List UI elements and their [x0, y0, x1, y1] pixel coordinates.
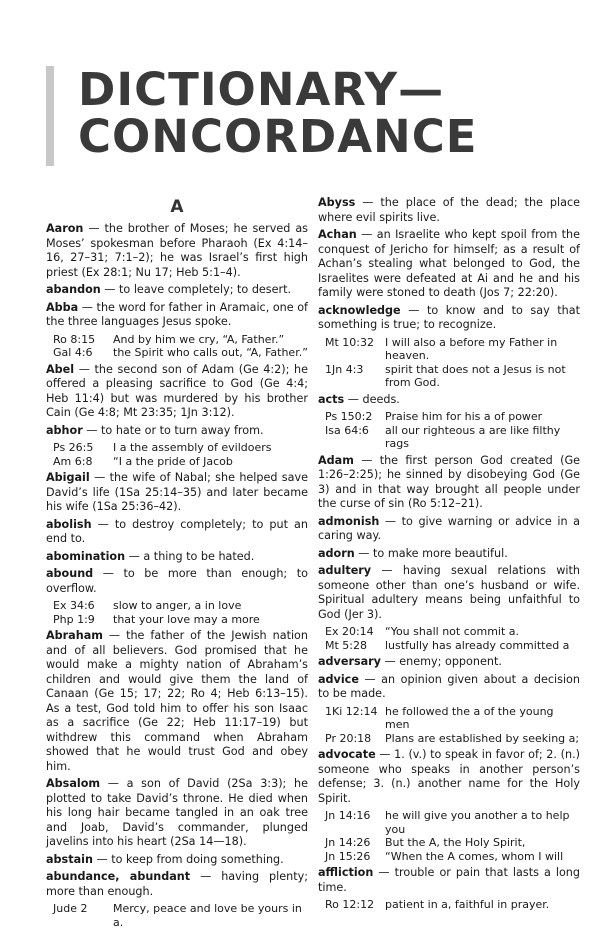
entry-definition: — to give warning or advice in a caring way. — [318, 514, 580, 542]
reference-citation: Isa 64:6 — [325, 423, 369, 437]
right-column — [318, 196, 580, 915]
entry-definition: — an Israelite who kept spoil from the conquest of Jericho for himself; as a result of Achan’s stealing what belonged to God, the Israelites were defeated at Ai and he and his family were stoned to death (Jos 7; 22:20). — [318, 228, 580, 299]
reference-text: “You shall not commit a. — [385, 625, 520, 638]
scripture-references — [318, 336, 580, 390]
dictionary-entry — [318, 393, 580, 408]
reference-citation: Mt 10:32 — [325, 335, 375, 349]
entry-definition: — having sexual relations with someone other than one’s husband or wife. Spiritual adultery means being unfaithful to God (Jer 3). — [318, 564, 580, 621]
reference-text: lustfully has already committed a — [385, 638, 570, 652]
title-accent-bar — [46, 66, 54, 166]
entry-headword: abomination — [46, 549, 126, 563]
reference-text: the Spirit who calls out, “A, Father.” — [113, 346, 308, 359]
dictionary-entry — [46, 777, 308, 850]
reference-row — [46, 613, 260, 627]
reference-row — [318, 898, 549, 912]
reference-row — [46, 455, 271, 469]
reference-text: that your love may a more — [113, 612, 260, 626]
reference-row — [46, 441, 271, 455]
reference-citation: Php 1:9 — [53, 612, 95, 626]
reference-citation: 1Ki 12:14 — [325, 704, 378, 718]
scripture-references — [318, 705, 580, 746]
page-title — [78, 63, 478, 163]
reference-text: I will also a before my Father in heaven. — [385, 335, 558, 362]
reference-text: Plans are established by seeking a; — [385, 731, 580, 745]
entry-definition: — an opinion given about a decision to be made. — [318, 672, 580, 700]
dictionary-entry — [46, 222, 308, 280]
reference-citation: Ex 20:14 — [325, 625, 374, 638]
dictionary-entry — [46, 363, 308, 421]
reference-citation: Jude 2 — [53, 902, 88, 915]
reference-citation: Jn 15:26 — [325, 849, 371, 863]
title-line-2: CONCORDANCE — [78, 110, 478, 163]
reference-text: he followed the a of the young men — [385, 704, 554, 731]
reference-text: slow to anger, a in love — [113, 599, 242, 612]
scripture-references — [46, 599, 260, 626]
dictionary-entry — [46, 567, 308, 596]
entry-headword: Abel — [46, 362, 75, 376]
dictionary-entry — [318, 304, 580, 333]
entry-definition: — to leave completely; to desert. — [100, 283, 292, 296]
reference-row — [318, 732, 580, 746]
reference-row — [46, 599, 260, 613]
reference-citation: Pr 20:18 — [325, 731, 372, 745]
reference-text: And by him we cry, “A, Father.” — [113, 332, 285, 346]
reference-citation: Jn 14:26 — [325, 836, 371, 849]
entry-headword: adversary — [318, 655, 381, 668]
entry-definition: — to be more than enough; to overflow. — [46, 567, 308, 595]
entry-definition: — having plenty; more than enough. — [46, 870, 308, 898]
dictionary-entry — [318, 547, 580, 562]
dictionary-entry — [46, 629, 308, 774]
dictionary-entry — [46, 283, 308, 298]
entry-headword: abundance, abundant — [46, 870, 191, 883]
entry-headword: Abba — [46, 300, 79, 314]
entry-definition: — the father of the Jewish nation and of all believers. God promised that he would make a mighty nation of Abraham’s children and would give them the land of Canaan (Ge 15; 17; 22; Ro 4; Heb 6:13–15). As a test, God told him to offer his son Isaac as a sacrifice (Ge 22; Heb 11:17–19) but withdrew this command when Abraham showed that he would trust God and obey him. — [46, 629, 308, 773]
reference-text: I a the assembly of evildoers — [113, 441, 272, 454]
reference-citation: Ps 150:2 — [325, 410, 373, 423]
reference-row — [46, 902, 308, 929]
reference-text: “I a the pride of Jacob — [113, 454, 233, 468]
reference-row — [318, 850, 580, 864]
entry-headword: abound — [46, 567, 94, 580]
dictionary-entry — [46, 550, 308, 565]
reference-row — [318, 363, 580, 390]
entry-definition: — the word for father in Aramaic, one of the three languages Jesus spoke. — [46, 300, 308, 328]
entry-headword: abstain — [46, 852, 93, 866]
scripture-references — [318, 809, 580, 863]
reference-row — [318, 639, 569, 653]
dictionary-entry — [318, 564, 580, 622]
entry-definition: — to keep from doing something. — [92, 852, 284, 866]
reference-row — [318, 705, 580, 732]
dictionary-entry — [46, 301, 308, 330]
scripture-references — [318, 898, 549, 912]
reference-citation: Am 6:8 — [53, 454, 93, 468]
entry-headword: adultery — [318, 564, 372, 577]
entry-headword: advice — [318, 672, 359, 686]
dictionary-entry — [46, 853, 308, 868]
reference-text: Mercy, peace and love be yours in a. — [113, 902, 302, 929]
entry-headword: abolish — [46, 517, 92, 531]
left-column — [46, 196, 308, 932]
dictionary-entry — [46, 870, 308, 899]
dictionary-entry — [318, 196, 580, 225]
dictionary-entry — [318, 673, 580, 702]
reference-citation: Gal 4:6 — [53, 346, 93, 359]
reference-row — [318, 410, 580, 424]
scripture-references — [46, 333, 308, 360]
entry-headword: Abyss — [318, 196, 356, 209]
reference-citation: Mt 5:28 — [325, 638, 368, 652]
reference-citation: Ps 26:5 — [53, 441, 94, 454]
entry-headword: affliction — [318, 866, 374, 879]
entry-definition: — to know and to say that something is true; to recognize. — [318, 303, 580, 331]
entry-definition: — 1. (v.) to speak in favor of; 2. (n.) someone who speaks in another person’s defense; 3. (n.) another name for the Holy Spirit. — [318, 748, 580, 805]
scripture-references — [46, 441, 271, 468]
entry-definition: — to destroy completely; to put an end to. — [46, 517, 308, 545]
entry-definition: — the first person God created (Ge 1:26–2:25); he sinned by disobeying God (Ge 3) and in that way brought all people under the curse of sin (Ro 5:12–21). — [318, 453, 580, 510]
entry-definition: — a thing to be hated. — [125, 549, 255, 563]
entry-definition: — a son of David (2Sa 3:3); he plotted to take David’s throne. He died when his long hair became tangled in an oak tree and Joab, David’s commander, plunged javelins into his heart (2Sa 14—18). — [46, 777, 308, 848]
reference-citation: Ro 8:15 — [53, 332, 96, 346]
reference-text: spirit that does not a Jesus is not from God. — [385, 362, 566, 389]
entry-headword: acknowledge — [318, 303, 401, 317]
dictionary-entry — [318, 454, 580, 512]
reference-text: he will give you another a to help you — [385, 809, 570, 836]
reference-citation: Ro 12:12 — [325, 898, 375, 911]
title-line-1: DICTIONARY— — [78, 63, 445, 116]
reference-row — [318, 809, 580, 836]
reference-row — [318, 836, 580, 850]
entry-definition: — the place of the dead; the place where evil spirits live. — [318, 196, 580, 224]
left-entries — [46, 222, 308, 929]
entry-definition: — to hate or to turn away from. — [82, 423, 264, 437]
scripture-references — [318, 625, 569, 652]
entry-definition: — trouble or pain that lasts a long time. — [318, 866, 580, 894]
entry-definition: — the wife of Nabal; she helped save David’s life (1Sa 25:14–35) and later became his wife (1Sa 25:36–42). — [46, 471, 308, 513]
entry-headword: abandon — [46, 283, 101, 296]
dictionary-entry — [318, 748, 580, 806]
dictionary-entry — [46, 518, 308, 547]
dictionary-entry — [46, 471, 308, 515]
section-letter: A — [170, 197, 184, 217]
dictionary-entry — [46, 424, 308, 439]
dictionary-entry — [318, 515, 580, 544]
scripture-references — [318, 410, 580, 451]
reference-row — [318, 424, 580, 451]
reference-row — [46, 346, 308, 360]
entry-headword: acts — [318, 392, 345, 406]
reference-text: patient in a, faithful in prayer. — [385, 898, 550, 911]
reference-citation: Jn 14:16 — [325, 809, 371, 822]
entry-headword: abhor — [46, 423, 83, 437]
entry-definition: — the second son of Adam (Ge 4:2); he offered a pleasing sacrifice to God (Ge 4:4; Heb 11:4) but was murdered by his brother Cain (Ge 4:8; Mt 23:35; 1Jn 3:12). — [46, 362, 308, 419]
entry-definition: — the brother of Moses; he served as Moses’ spokesman before Pharaoh (Ex 4:14–16, 27–31; 7:1–2); he was Israel’s first high priest (Ex 28:1; Nu 17; Heb 5:1–4). — [46, 222, 308, 279]
reference-row — [318, 625, 569, 639]
reference-text: all our righteous a are like filthy rags — [385, 423, 561, 450]
entry-headword: Absalom — [46, 777, 101, 790]
entry-headword: Adam — [318, 453, 354, 467]
dictionary-entry — [318, 228, 580, 301]
reference-citation: Ex 34:6 — [53, 599, 95, 612]
entry-headword: advocate — [318, 748, 376, 761]
entry-headword: admonish — [318, 514, 380, 528]
reference-text: “When the A comes, whom I will — [385, 849, 564, 863]
entry-headword: Abigail — [46, 471, 90, 484]
reference-row — [318, 336, 580, 363]
entry-headword: adorn — [318, 546, 355, 560]
reference-text: But the A, the Holy Spirit, — [385, 836, 526, 849]
entry-headword: Achan — [318, 228, 357, 241]
entry-definition: — enemy; opponent. — [380, 655, 502, 668]
dictionary-entry — [318, 866, 580, 895]
reference-citation: 1Jn 4:3 — [325, 362, 364, 376]
entry-definition: — deeds. — [344, 392, 400, 406]
reference-text: Praise him for his a of power — [385, 410, 543, 423]
entry-headword: Aaron — [46, 222, 84, 235]
entry-headword: Abraham — [46, 629, 103, 642]
scripture-references — [46, 902, 308, 929]
dictionary-entry — [318, 655, 580, 670]
right-entries — [318, 196, 580, 912]
reference-row — [46, 333, 308, 347]
entry-definition: — to make more beautiful. — [354, 546, 508, 560]
